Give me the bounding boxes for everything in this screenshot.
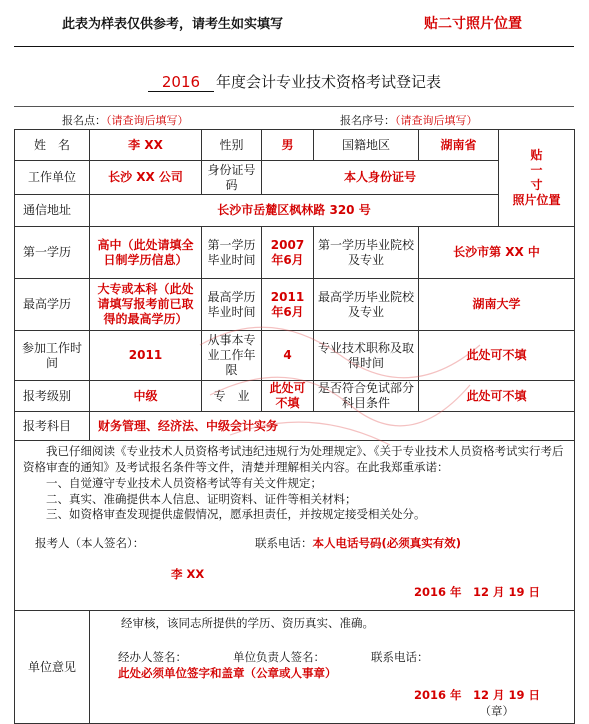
pledge-intro: 我已仔细阅读《专业技术人员资格考试违纪违规行为处理规定》、《关于专业技术人员资格考试实行考后资格审查的通知》及考试报名条件等文件，清楚并理解相关内容。在此我郑重承诺： xyxy=(23,444,564,474)
year-field xyxy=(148,73,214,92)
major-value: 此处可不填 xyxy=(262,381,314,412)
highest-degree-value: 大专或本科（此处请填写报考前已取得的最高学历） xyxy=(90,279,202,331)
exempt-value: 此处可不填 xyxy=(419,381,575,412)
pledge-item-3: 三、如资格审查发现提供虚假情况，愿承担责任，并按规定接受相关处分。 xyxy=(46,507,426,522)
reg-point xyxy=(62,112,189,128)
seal-label: （章） xyxy=(479,704,514,719)
photo-text-2: 一 xyxy=(530,163,543,177)
level-value: 中级 xyxy=(90,381,202,412)
unit-opinion-section xyxy=(90,611,575,724)
years-in-field-value: 4 xyxy=(262,331,314,381)
gender-label: 性别 xyxy=(202,130,262,161)
region-value: 湖南省 xyxy=(419,130,499,161)
applicant-signature-label: 报考人（本人签名）： xyxy=(35,536,145,551)
employer-label: 工作单位 xyxy=(15,161,90,195)
stamp-note: 此处必须单位签字和盖章（公章或人事章） xyxy=(118,666,337,681)
photo-text-4: 照片位置 xyxy=(512,193,561,207)
phone-value: 本人电话号码(必须真实有效) xyxy=(312,536,462,551)
highest-grad-time-value: 2011年6月 xyxy=(262,279,314,331)
pledge-signature-line xyxy=(23,536,566,552)
highest-school-label: 最高学历毕业院校及专业 xyxy=(314,279,419,331)
handler-signature-label: 经办人签名： xyxy=(118,650,187,665)
unit-opinion-label: 单位意见 xyxy=(15,611,90,724)
reg-point-label: 报名点： xyxy=(62,114,106,127)
address-value: 长沙市岳麓区枫林路 320 号 xyxy=(90,195,499,227)
top-rule xyxy=(14,46,574,47)
photo-position-note: 贴二寸照片位置 xyxy=(424,16,522,32)
first-degree-value: 高中（此处请填全日制学历信息） xyxy=(90,227,202,279)
sample-notice: 此表为样表仅供参考，请考生如实填写 xyxy=(62,17,284,32)
reg-number-value: （请查询后填写） xyxy=(395,114,478,127)
photo-text-3: 寸 xyxy=(530,178,543,192)
id-label: 身份证号码 xyxy=(202,161,262,195)
first-school-label: 第一学历毕业院校及专业 xyxy=(314,227,419,279)
opinion-phone-label: 联系电话： xyxy=(371,650,429,665)
photo-text-1: 贴 xyxy=(530,148,543,162)
title-value: 此处可不填 xyxy=(419,331,575,381)
first-degree-label: 第一学历 xyxy=(15,227,90,279)
major-label: 专 业 xyxy=(202,381,262,412)
opinion-text: 经审核，该同志所提供的学历、资历真实、准确。 xyxy=(121,616,374,630)
first-grad-time-label: 第一学历毕业时间 xyxy=(202,227,262,279)
reg-number xyxy=(340,112,478,128)
work-start-label: 参加工作时间 xyxy=(15,331,90,381)
highest-grad-time-label: 最高学历毕业时间 xyxy=(202,279,262,331)
year-value: 2016 xyxy=(161,73,201,91)
title-label: 专业技术职称及取得时间 xyxy=(314,331,419,381)
pledge-date: 2016 年 12 月 19 日 xyxy=(413,585,540,600)
pledge-item-2: 二、真实、准确提供本人信息、证明资料、证件等相关材料； xyxy=(46,491,357,506)
title-text: 年度会计专业技术资格考试登记表 xyxy=(215,73,441,91)
employer-value: 长沙 XX 公司 xyxy=(90,161,202,195)
photo-box xyxy=(499,130,575,227)
subjects-value: 财务管理、经济法、中级会计实务 xyxy=(90,412,575,441)
opinion-date: 2016 年 12 月 19 日 xyxy=(413,688,540,703)
reg-number-label: 报名序号： xyxy=(340,114,395,127)
id-value: 本人身份证号 xyxy=(262,161,499,195)
phone-label: 联系电话： xyxy=(255,536,313,551)
first-grad-time-value: 2007年6月 xyxy=(262,227,314,279)
name-value: 李 XX xyxy=(90,130,202,161)
gender-value: 男 xyxy=(262,130,314,161)
pledge-item-1: 一、自觉遵守专业技术人员资格考试等有关文件规定； xyxy=(46,475,322,490)
registration-form xyxy=(14,129,575,724)
subjects-label: 报考科目 xyxy=(15,412,90,441)
highest-school-value: 湖南大学 xyxy=(419,279,575,331)
title-rule xyxy=(14,106,574,107)
highest-degree-label: 最高学历 xyxy=(15,279,90,331)
first-school-value: 长沙市第 XX 中 xyxy=(419,227,575,279)
level-label: 报考级别 xyxy=(15,381,90,412)
address-label: 通信地址 xyxy=(15,195,90,227)
region-label: 国籍地区 xyxy=(314,130,419,161)
form-title xyxy=(0,71,589,92)
reg-point-value: （请查询后填写） xyxy=(106,114,189,127)
years-in-field-label: 从事本专业工作年限 xyxy=(202,331,262,381)
exempt-label: 是否符合免试部分科目条件 xyxy=(314,381,419,412)
name-label: 姓 名 xyxy=(15,130,90,161)
applicant-name: 李 XX xyxy=(171,567,205,582)
work-start-value: 2011 xyxy=(90,331,202,381)
head-signature-label: 单位负责人签名： xyxy=(233,650,325,665)
pledge-section xyxy=(15,441,575,611)
opinion-signers xyxy=(98,649,566,665)
